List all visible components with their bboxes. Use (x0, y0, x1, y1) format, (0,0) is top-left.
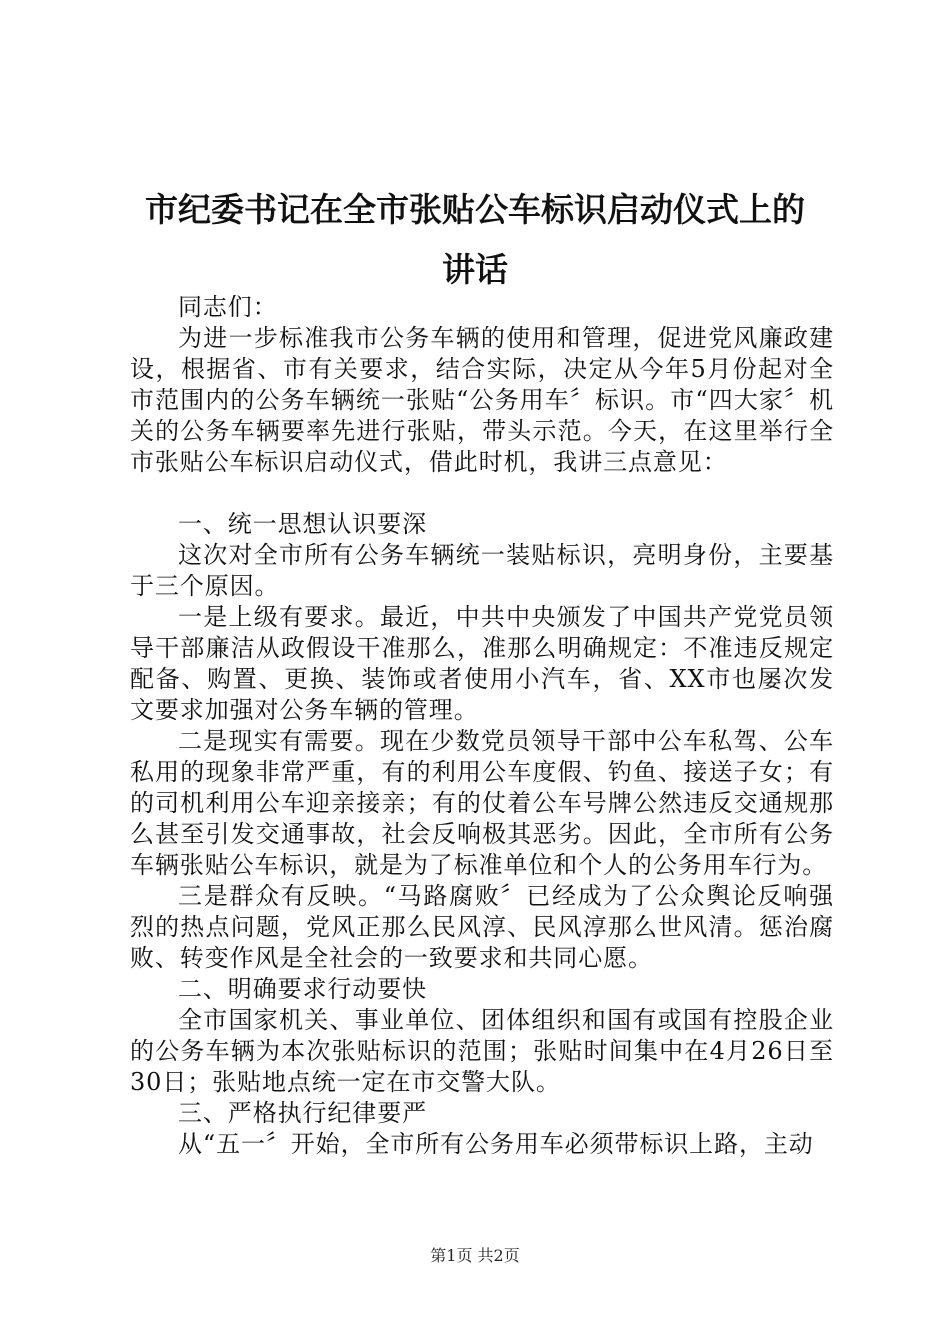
page-number-footer: 第1页 共2页 (430, 1246, 520, 1265)
body-paragraph: 三是群众有反映。“马路腐败〞已经成为了公众舆论反响强烈的热点问题，党风正那么民风淳、民风淳那么世风清。惩治腐败、转变作风是全社会的一致要求和共同心愿。 (130, 882, 834, 972)
body-paragraph: 这次对全市所有公务车辆统一装贴标识，亮明身份，主要基于三个原因。 (130, 541, 834, 600)
section-heading-2: 二、明确要求行动要快 (178, 975, 427, 1003)
section-heading-3: 三、严格执行纪律要严 (178, 1099, 427, 1127)
body-paragraph: 全市国家机关、事业单位、团体组织和国有或国有控股企业的公务车辆为本次张贴标识的范围；张贴时间集中在4月26日至30日；张贴地点统一定在市交警大队。 (130, 1006, 834, 1096)
body-paragraph: 一是上级有要求。最近，中共中央颁发了中国共产党党员领导干部廉洁从政假设干准那么，准那么明确规定：不准违反规定配备、购置、更换、装饰或者使用小汽车，省、XX市也屡次发文要求加强对公务车辆的管理。 (130, 603, 834, 724)
body-paragraph: 从“五一〞开始，全市所有公务用车必须带标识上路，主动 (178, 1130, 814, 1158)
intro-paragraph: 为进一步标准我市公务车辆的使用和管理，促进党风廉政建设，根据省、市有关要求，结合实际，决定从今年5月份起对全市范围内的公务车辆统一张贴“公务用车〞标识。市“四大家〞机关的公务车辆要率先进行张贴，带头示范。今天，在这里举行全市张贴公车标识启动仪式，借此时机，我讲三点意见： (130, 324, 834, 476)
document-title-line-2: 讲话 (442, 250, 508, 289)
document-title-line-1: 市纪委书记在全市张贴公车标识启动仪式上的 (145, 190, 805, 229)
body-paragraph: 二是现实有需要。现在少数党员领导干部中公车私驾、公车私用的现象非常严重，有的利用公车度假、钓鱼、接送子女；有的司机利用公车迎亲接亲；有的仗着公车号牌公然违反交通规那么甚至引发交通事故，社会反响极其恶劣。因此，全市所有公务车辆张贴公车标识，就是为了标准单位和个人的公务用车行为。 (130, 727, 834, 879)
document-body (130, 292, 834, 1160)
salutation: 同志们： (178, 293, 278, 321)
section-heading-1: 一、统一思想认识要深 (178, 510, 427, 538)
